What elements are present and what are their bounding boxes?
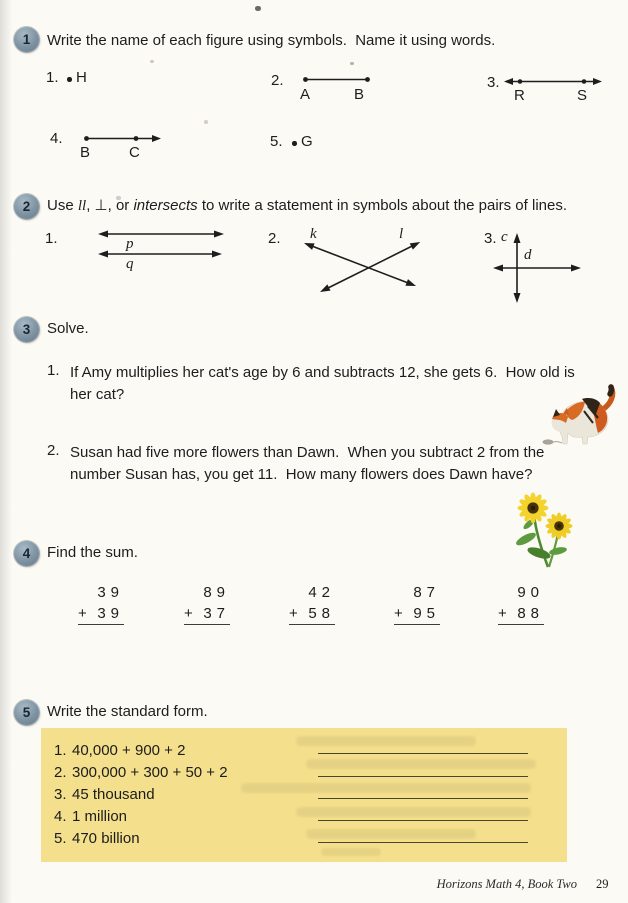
s2-item-3-label: 3. [484, 230, 497, 247]
s1-item-1-label: 1. [46, 69, 59, 86]
line-label-d: d [524, 247, 532, 263]
parallel-symbol: ll [77, 198, 87, 214]
line-label-q: q [126, 256, 134, 272]
flower-head [546, 513, 573, 540]
bleed-through [306, 829, 476, 839]
prompt-text: , [86, 197, 95, 214]
s3-problem-2-line2: number Susan has, you get 11. How many flowers does Dawn have? [70, 466, 533, 483]
addend-top: 89 [203, 584, 230, 601]
s5-item-5-expression: 470 billion [72, 830, 140, 847]
bleed-through [241, 783, 531, 793]
addend-bottom: 58 [308, 605, 335, 622]
answer-blank-2 [318, 776, 528, 777]
addend-bottom: 37 [203, 605, 230, 622]
s5-item-3-expression: 45 thousand [72, 786, 155, 803]
s5-item-5-label: 5. [54, 830, 67, 847]
s5-item-4-expression: 1 million [72, 808, 128, 825]
addend-bottom: 95 [413, 605, 440, 622]
answer-blank-1 [318, 753, 528, 754]
line-label-l: l [399, 226, 404, 242]
answer-blank-5 [318, 842, 528, 843]
point-label-C: C [129, 144, 140, 161]
flower-stem [534, 515, 548, 567]
s5-item-1-label: 1. [54, 742, 67, 759]
bleed-through [296, 736, 476, 746]
scan-speck [350, 62, 354, 65]
section-4-number-badge: 4 [14, 541, 39, 566]
s5-item-2-expression: 300,000 + 300 + 50 + 2 [72, 764, 228, 781]
s1-item-3-label: 3. [487, 74, 500, 91]
section-1-prompt: Write the name of each figure using symbols. Name it using words. [47, 32, 496, 49]
s5-item-3-label: 3. [54, 786, 67, 803]
addend-bottom: 88 [517, 605, 544, 622]
section-2-prompt [47, 196, 567, 215]
point-label-R: R [514, 87, 525, 104]
answer-blank-4 [318, 820, 528, 821]
sum-problem-4 [394, 584, 440, 625]
s3-problem-1-label: 1. [47, 362, 60, 379]
segment-AB-figure [302, 75, 372, 85]
bleed-through [296, 807, 531, 817]
plus-sign: + [78, 605, 87, 622]
s3-problem-2-label: 2. [47, 442, 60, 459]
s3-problem-1-line2: her cat? [70, 386, 125, 403]
scan-speck [204, 120, 208, 124]
section-4-prompt: Find the sum. [47, 544, 138, 561]
point-dot [67, 77, 72, 82]
s1-item-4-label: 4. [50, 130, 63, 147]
section-2-number-badge: 2 [14, 194, 39, 219]
footer-book-title: Horizons Math 4, Book Two [436, 877, 577, 891]
bleed-through [321, 848, 381, 856]
intersecting-lines-figure [298, 234, 428, 296]
section-5-prompt: Write the standard form. [47, 703, 208, 720]
addend-top: 87 [413, 584, 440, 601]
point-dot [292, 141, 297, 146]
line-label-k: k [310, 226, 317, 242]
s5-item-2-label: 2. [54, 764, 67, 781]
highlighted-answer-box [41, 728, 567, 862]
flower-head [518, 493, 549, 524]
parallel-lines-figure [96, 228, 226, 262]
plus-sign: + [184, 605, 193, 622]
prompt-text: , or [107, 197, 134, 214]
sunflowers-illustration [506, 493, 578, 571]
prompt-text: Use [47, 197, 78, 214]
section-3-number-badge: 3 [14, 317, 39, 342]
endpoint-label-A: A [300, 86, 311, 103]
plus-sign: + [289, 605, 298, 622]
cat-illustration [538, 384, 622, 448]
s5-item-4-label: 4. [54, 808, 67, 825]
section-1-number-badge: 1 [14, 27, 39, 52]
addend-bottom: 39 [97, 605, 124, 622]
scan-edge-shadow [0, 0, 12, 903]
sum-problem-1 [78, 584, 124, 625]
section-5-number-badge: 5 [14, 700, 39, 725]
s3-problem-2-line1: Susan had five more flowers than Dawn. When you subtract 2 from the [70, 444, 545, 461]
s3-problem-1-line1: If Amy multiplies her cat's age by 6 and subtracts 12, she gets 6. How old is [70, 364, 575, 381]
plus-sign: + [394, 605, 403, 622]
answer-blank-3 [318, 798, 528, 799]
scan-speck [255, 6, 261, 11]
addend-top: 90 [517, 584, 544, 601]
line-label-c: c [501, 229, 508, 245]
intersects-word: intersects [133, 197, 198, 214]
point-name-H: H [76, 69, 87, 86]
ray-BC-figure [83, 133, 163, 144]
point-label-S: S [577, 87, 588, 104]
scan-speck [150, 60, 154, 63]
addend-top: 39 [97, 584, 124, 601]
s2-item-1-label: 1. [45, 230, 58, 247]
perpendicular-symbol: ⊥ [94, 197, 108, 214]
point-name-G: G [301, 133, 313, 150]
endpoint-label-B2: B [80, 144, 91, 161]
section-3-prompt: Solve. [47, 320, 89, 337]
bleed-through [306, 759, 536, 769]
line-RS-figure [503, 76, 603, 87]
plus-sign: + [498, 605, 507, 622]
s5-item-1-expression: 40,000 + 900 + 2 [72, 742, 186, 759]
endpoint-label-B: B [354, 86, 365, 103]
footer-page-number: 29 [596, 877, 609, 891]
line-label-p: p [126, 236, 134, 252]
s1-item-5-label: 5. [270, 133, 283, 150]
s1-item-2-label: 2. [271, 72, 284, 89]
sum-problem-2 [184, 584, 230, 625]
prompt-text: to write a statement in symbols about the pairs of lines. [197, 197, 568, 214]
addend-top: 42 [308, 584, 335, 601]
sum-problem-3 [289, 584, 335, 625]
sum-problem-5 [498, 584, 544, 625]
s2-item-2-label: 2. [268, 230, 281, 247]
